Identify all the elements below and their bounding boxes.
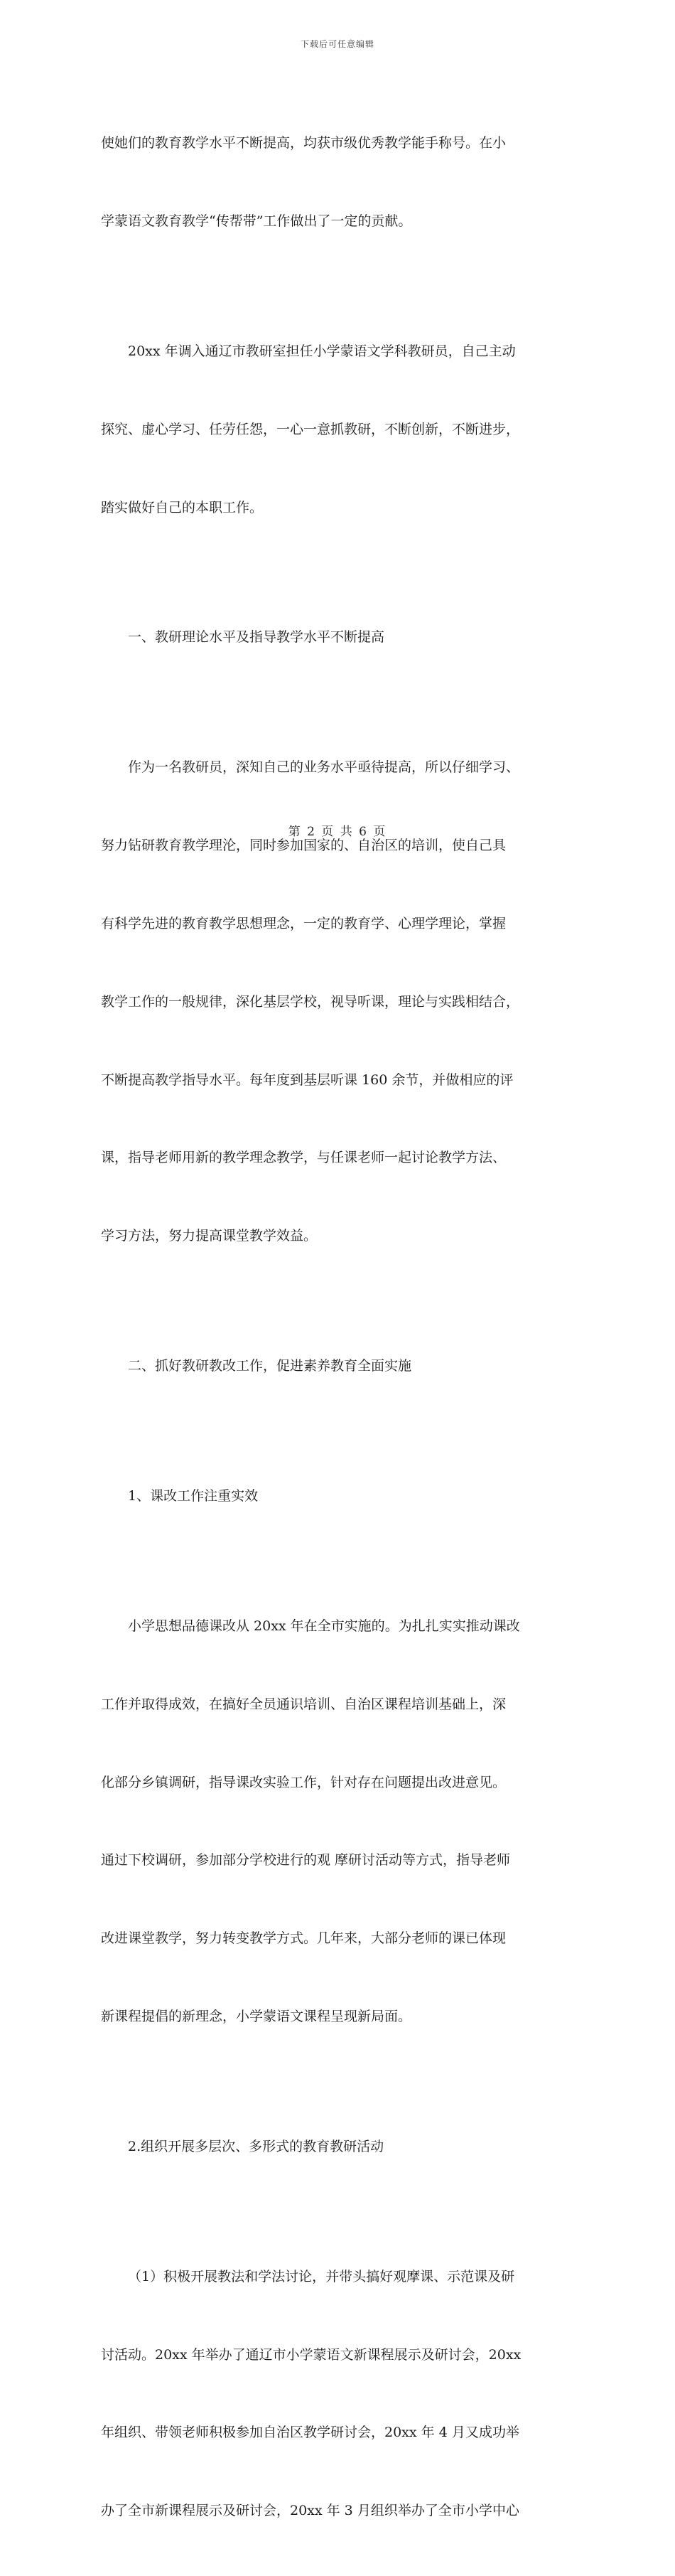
text-line: 一、教研理论水平及指导教学水平不断提高 [128, 629, 385, 646]
text-line: 作为一名教研员，深知自己的业务水平亟待提高，所以仔细学习、 [128, 759, 520, 776]
section-heading [101, 1301, 577, 1431]
text-line: 小学思想品德课改从 20xx 年在全市实施的。为扎扎实实推动课改 [128, 1618, 520, 1635]
text-line: 探究、虚心学习、任劳任怨，一心一意抓教研，不断创新，不断进步， [101, 421, 520, 437]
text-line: 学蒙语文教育教学“传帮带”工作做出了一定的贡献。 [101, 213, 412, 229]
text-line: 学习方法，努力提高课堂教学效益。 [101, 1228, 318, 1244]
text-line: 努力钻研教育教学理沦，同时参加国家的、自治区的培训，使自己具 [101, 838, 507, 854]
text-line: 有科学先进的教育教学思想理念，一定的教育学、心理学理论，掌握 [101, 916, 507, 931]
text-line: 改进课堂教学，努力转变教学方式。几年来，大部分老师的课已体现 [101, 1930, 507, 1947]
text-line: （1）积极开展教法和学法讨论，并带头搞好观摩课、示范课及研 [128, 2268, 515, 2284]
text-line: 课，指导老师用新的教学理念教学，与任课老师一起讨论教学方法、 [101, 1150, 507, 1166]
document-body [101, 78, 577, 2576]
text-line: 踏实做好自己的本职工作。 [101, 499, 264, 515]
text-line: 新课程提倡的新理念，小学蒙语文课程呈现新局面。 [101, 2008, 412, 2024]
text-line: 20xx 年调入通辽市教研室担任小学蒙语文学科教研员，自己主动 [128, 343, 516, 359]
text-line: 1、课改工作注重实效 [128, 1488, 259, 1505]
text-line: 2.组织开展多层次、多形式的教育教研活动 [128, 2138, 384, 2154]
text-line: 使她们的教育教学水平不断提高，均获市级优秀教学能手称号。在小 [101, 135, 507, 151]
text-line: 不断提高教学指导水平。每年度到基层听课 160 余节，并做相应的评 [101, 1071, 514, 1088]
subsection-heading [101, 1431, 577, 1561]
paragraph [101, 78, 577, 287]
text-line: 年组织、带领老师积极参加自治区教学研讨会，20xx 年 4 月又成功举 [101, 2425, 519, 2441]
text-line: 二、抓好教研教改工作，促进素养教育全面实施 [128, 1358, 412, 1374]
paragraph [101, 2212, 577, 2576]
text-line: 教学工作的一般规律，深化基层学校，视导听课，理论与实践相结合， [101, 993, 520, 1010]
page-number: 第 2 页 共 6 页 [288, 825, 387, 839]
section-heading [101, 572, 577, 702]
text-line: 讨活动。20xx 年举办了通辽市小学蒙语文新课程展示及研讨会，20xx [101, 2346, 522, 2363]
page-header: 下载后可任意编辑 [300, 39, 374, 49]
text-line: 办了全市新课程展示及研讨会，20xx 年 3 月组织举办了全市小学中心 [101, 2503, 519, 2519]
text-line: 工作并取得成效，在搞好全员通识培训、自治区课程培训基础上，深 [101, 1696, 507, 1712]
paragraph [101, 702, 577, 1301]
text-line: 通过下校调研，参加部分学校进行的观 摩研讨活动等方式，指导老师 [101, 1852, 511, 1869]
subsection-heading [101, 2082, 577, 2212]
paragraph [101, 1561, 577, 2082]
paragraph [101, 287, 577, 573]
text-line: 化部分乡镇调研，指导课改实验工作，针对存在问题提出改进意见。 [101, 1774, 507, 1790]
